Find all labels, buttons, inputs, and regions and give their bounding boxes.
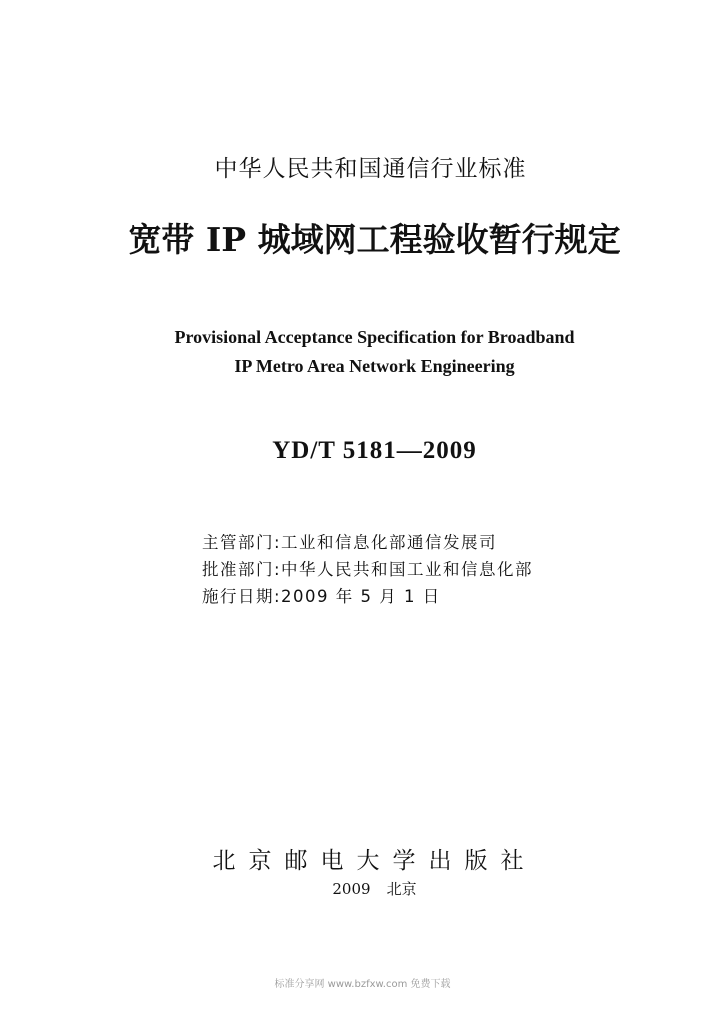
- industry-standard-heading: 中华人民共和国通信行业标准: [214, 156, 527, 182]
- approving-authority-line: 批准部门:中华人民共和国工业和信息化部: [202, 560, 534, 579]
- publication-year: 2009: [332, 880, 371, 898]
- document-title-chinese: 宽带 IP 城域网工程验收暂行规定: [128, 220, 621, 259]
- issuance-info-block: [202, 529, 533, 610]
- publication-city: 北京: [386, 880, 417, 898]
- watermark-text: 标准分享网 www.bzfxw.com 免费下载: [274, 979, 451, 990]
- effective-date-line: 施行日期:2009 年 5 月 1 日: [202, 587, 441, 606]
- standard-number: YD/T 5181—2009: [272, 437, 477, 464]
- publisher-name: 北京邮电大学出版社: [212, 848, 537, 874]
- document-title-english-line-1: Provisional Acceptance Specification for Broadband: [174, 327, 575, 347]
- document-title-english-line-2: IP Metro Area Network Engineering: [234, 356, 515, 376]
- competent-authority-line: 主管部门:工业和信息化部通信发展司: [202, 533, 498, 552]
- publication-year-city: [12, 878, 725, 899]
